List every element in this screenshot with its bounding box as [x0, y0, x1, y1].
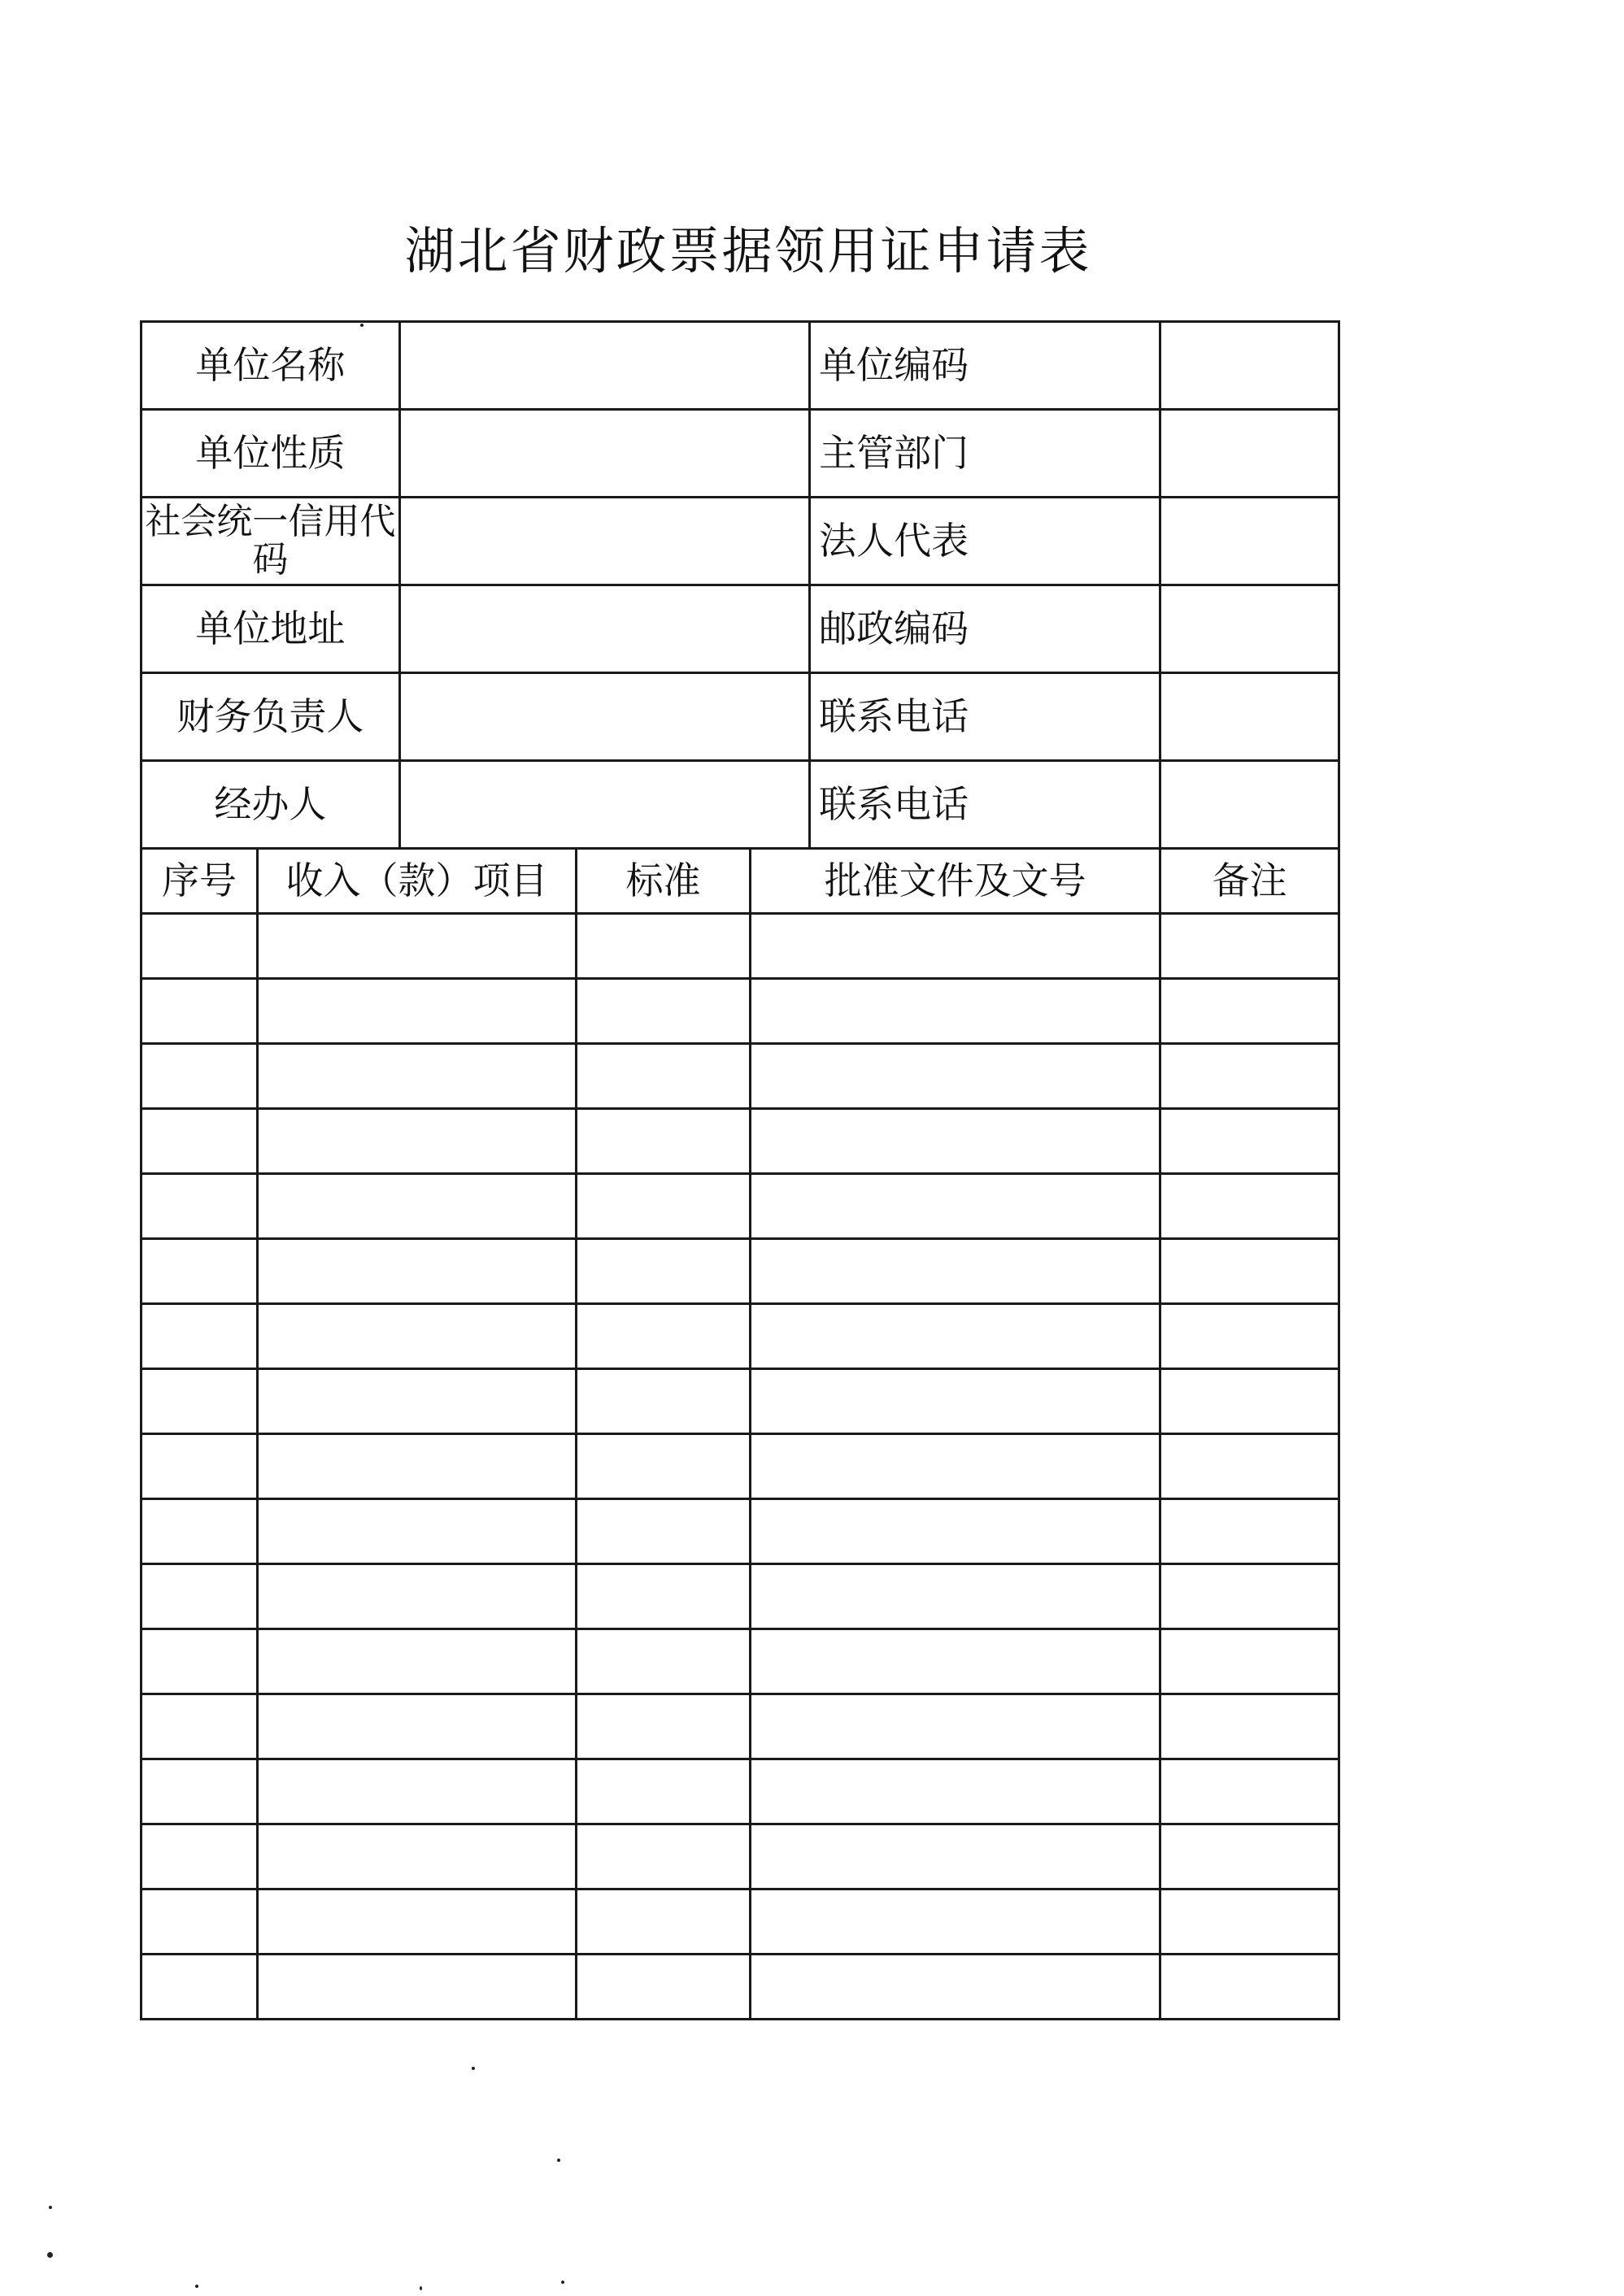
table-row [142, 1499, 1339, 1564]
field-label: 联系电话 [810, 761, 1160, 849]
field-label: 法人代表 [810, 498, 1160, 585]
field-label: 单位性质 [142, 410, 400, 498]
table-row [142, 1434, 1339, 1499]
table-row [142, 1239, 1339, 1304]
table-row [142, 1889, 1339, 1955]
table-cell[interactable] [1160, 1369, 1339, 1434]
field-value[interactable] [1160, 322, 1339, 410]
table-row [142, 1564, 1339, 1629]
table-cell[interactable] [142, 1564, 258, 1629]
table-cell[interactable] [577, 1239, 751, 1304]
table-cell[interactable] [750, 1629, 1160, 1694]
field-value[interactable] [399, 498, 809, 585]
table-cell[interactable] [577, 1434, 751, 1499]
table-cell[interactable] [750, 1434, 1160, 1499]
table-cell[interactable] [577, 1889, 751, 1955]
table-cell[interactable] [257, 1109, 576, 1174]
table-cell[interactable] [257, 1629, 576, 1694]
field-value[interactable] [1160, 673, 1339, 761]
table-cell[interactable] [1160, 1629, 1339, 1694]
table-cell[interactable] [577, 1499, 751, 1564]
table-cell[interactable] [750, 914, 1160, 979]
table-cell[interactable] [142, 1694, 258, 1759]
table-cell[interactable] [142, 1434, 258, 1499]
table-cell[interactable] [1160, 1304, 1339, 1369]
table-cell[interactable] [577, 1304, 751, 1369]
table-cell[interactable] [142, 979, 258, 1044]
table-cell[interactable] [142, 1044, 258, 1109]
table-cell[interactable] [750, 1109, 1160, 1174]
table-cell[interactable] [257, 1434, 576, 1499]
table-cell[interactable] [257, 1369, 576, 1434]
table-row [142, 1174, 1339, 1239]
table-cell[interactable] [257, 1889, 576, 1955]
table-cell[interactable] [257, 1239, 576, 1304]
table-cell[interactable] [142, 1629, 258, 1694]
table-cell[interactable] [1160, 1174, 1339, 1239]
column-header: 序号 [142, 849, 258, 914]
field-value[interactable] [399, 585, 809, 673]
items-section [142, 849, 1339, 2020]
table-row [142, 1109, 1339, 1174]
table-cell[interactable] [257, 1824, 576, 1889]
column-header: 标准 [577, 849, 751, 914]
info-row [142, 761, 1339, 849]
table-row [142, 1694, 1339, 1759]
table-cell[interactable] [577, 914, 751, 979]
table-cell[interactable] [577, 1629, 751, 1694]
table-cell[interactable] [750, 1564, 1160, 1629]
table-row [142, 1304, 1339, 1369]
table-cell[interactable] [750, 1174, 1160, 1239]
table-cell[interactable] [1160, 1889, 1339, 1955]
table-cell[interactable] [257, 1174, 576, 1239]
table-cell[interactable] [142, 1239, 258, 1304]
column-header: 备注 [1160, 849, 1339, 914]
field-label: 单位地址 [142, 585, 400, 673]
items-header-row [142, 849, 1339, 914]
table-cell[interactable] [1160, 1759, 1339, 1824]
table-cell[interactable] [577, 1694, 751, 1759]
table-cell[interactable] [1160, 1499, 1339, 1564]
info-section [142, 322, 1339, 849]
application-form-table [140, 320, 1340, 2020]
table-cell[interactable] [142, 1369, 258, 1434]
table-cell[interactable] [257, 1759, 576, 1824]
info-row [142, 585, 1339, 673]
field-label: 经办人 [142, 761, 400, 849]
table-cell[interactable] [1160, 914, 1339, 979]
table-cell[interactable] [1160, 1239, 1339, 1304]
field-label: 单位名称 [142, 322, 400, 410]
scan-speck [195, 2285, 198, 2288]
field-value[interactable] [1160, 761, 1339, 849]
table-cell[interactable] [257, 914, 576, 979]
field-value[interactable] [1160, 410, 1339, 498]
table-cell[interactable] [142, 1109, 258, 1174]
table-cell[interactable] [750, 1239, 1160, 1304]
table-cell[interactable] [142, 1824, 258, 1889]
table-row [142, 1629, 1339, 1694]
table-cell[interactable] [750, 1044, 1160, 1109]
column-header: 收入（款）项目 [257, 849, 576, 914]
scan-speck [557, 2159, 560, 2162]
table-cell[interactable] [577, 1109, 751, 1174]
table-cell[interactable] [142, 1174, 258, 1239]
table-cell[interactable] [577, 1174, 751, 1239]
table-cell[interactable] [1160, 1564, 1339, 1629]
table-row [142, 1369, 1339, 1434]
table-cell[interactable] [142, 1955, 258, 2020]
table-cell[interactable] [577, 1955, 751, 2020]
table-cell[interactable] [577, 1759, 751, 1824]
table-cell[interactable] [750, 1304, 1160, 1369]
scan-speck [472, 2067, 475, 2070]
info-row [142, 673, 1339, 761]
info-row [142, 322, 1339, 410]
table-cell[interactable] [257, 1564, 576, 1629]
table-cell[interactable] [257, 1499, 576, 1564]
table-cell[interactable] [142, 1304, 258, 1369]
field-label: 邮政编码 [810, 585, 1160, 673]
field-value[interactable] [1160, 585, 1339, 673]
table-cell[interactable] [577, 1044, 751, 1109]
field-label: 财务负责人 [142, 673, 400, 761]
field-label: 单位编码 [810, 322, 1160, 410]
table-cell[interactable] [1160, 1434, 1339, 1499]
scan-speck [49, 2206, 52, 2209]
table-cell[interactable] [1160, 1955, 1339, 2020]
scan-speck [47, 2252, 53, 2258]
table-cell[interactable] [750, 979, 1160, 1044]
table-row [142, 1759, 1339, 1824]
field-label: 主管部门 [810, 410, 1160, 498]
table-cell[interactable] [1160, 1044, 1339, 1109]
table-cell[interactable] [750, 1955, 1160, 2020]
scan-speck [561, 2281, 564, 2284]
table-cell[interactable] [750, 1759, 1160, 1824]
info-row [142, 410, 1339, 498]
table-cell[interactable] [577, 1369, 751, 1434]
column-header: 批准文件及文号 [750, 849, 1160, 914]
field-value[interactable] [1160, 498, 1339, 585]
table-cell[interactable] [257, 1955, 576, 2020]
field-label: 联系电话 [810, 673, 1160, 761]
table-cell[interactable] [1160, 1824, 1339, 1889]
table-cell[interactable] [577, 1824, 751, 1889]
field-value[interactable] [399, 410, 809, 498]
table-cell[interactable] [1160, 979, 1339, 1044]
field-value[interactable] [399, 761, 809, 849]
table-cell[interactable] [142, 1499, 258, 1564]
table-cell[interactable] [577, 1564, 751, 1629]
table-cell[interactable] [1160, 1694, 1339, 1759]
table-cell[interactable] [257, 1694, 576, 1759]
field-label: 社会统一信用代码 [142, 498, 400, 585]
field-value[interactable] [399, 673, 809, 761]
field-value[interactable] [399, 322, 809, 410]
table-row [142, 1955, 1339, 2020]
table-cell[interactable] [142, 1889, 258, 1955]
page-title: 湖北省财政票据领用证申请表 [404, 221, 1092, 280]
table-cell[interactable] [750, 1694, 1160, 1759]
table-cell[interactable] [750, 1369, 1160, 1434]
table-row [142, 1044, 1339, 1109]
table-cell[interactable] [750, 1499, 1160, 1564]
scan-speck [360, 324, 364, 327]
table-cell[interactable] [750, 1889, 1160, 1955]
scan-speck [420, 2286, 422, 2290]
table-cell[interactable] [257, 979, 576, 1044]
table-cell[interactable] [257, 1304, 576, 1369]
table-cell[interactable] [142, 1759, 258, 1824]
table-row [142, 979, 1339, 1044]
table-cell[interactable] [142, 914, 258, 979]
table-row [142, 914, 1339, 979]
table-row [142, 1824, 1339, 1889]
table-cell[interactable] [257, 1044, 576, 1109]
table-cell[interactable] [1160, 1109, 1339, 1174]
info-row [142, 498, 1339, 585]
table-cell[interactable] [577, 979, 751, 1044]
table-cell[interactable] [750, 1824, 1160, 1889]
